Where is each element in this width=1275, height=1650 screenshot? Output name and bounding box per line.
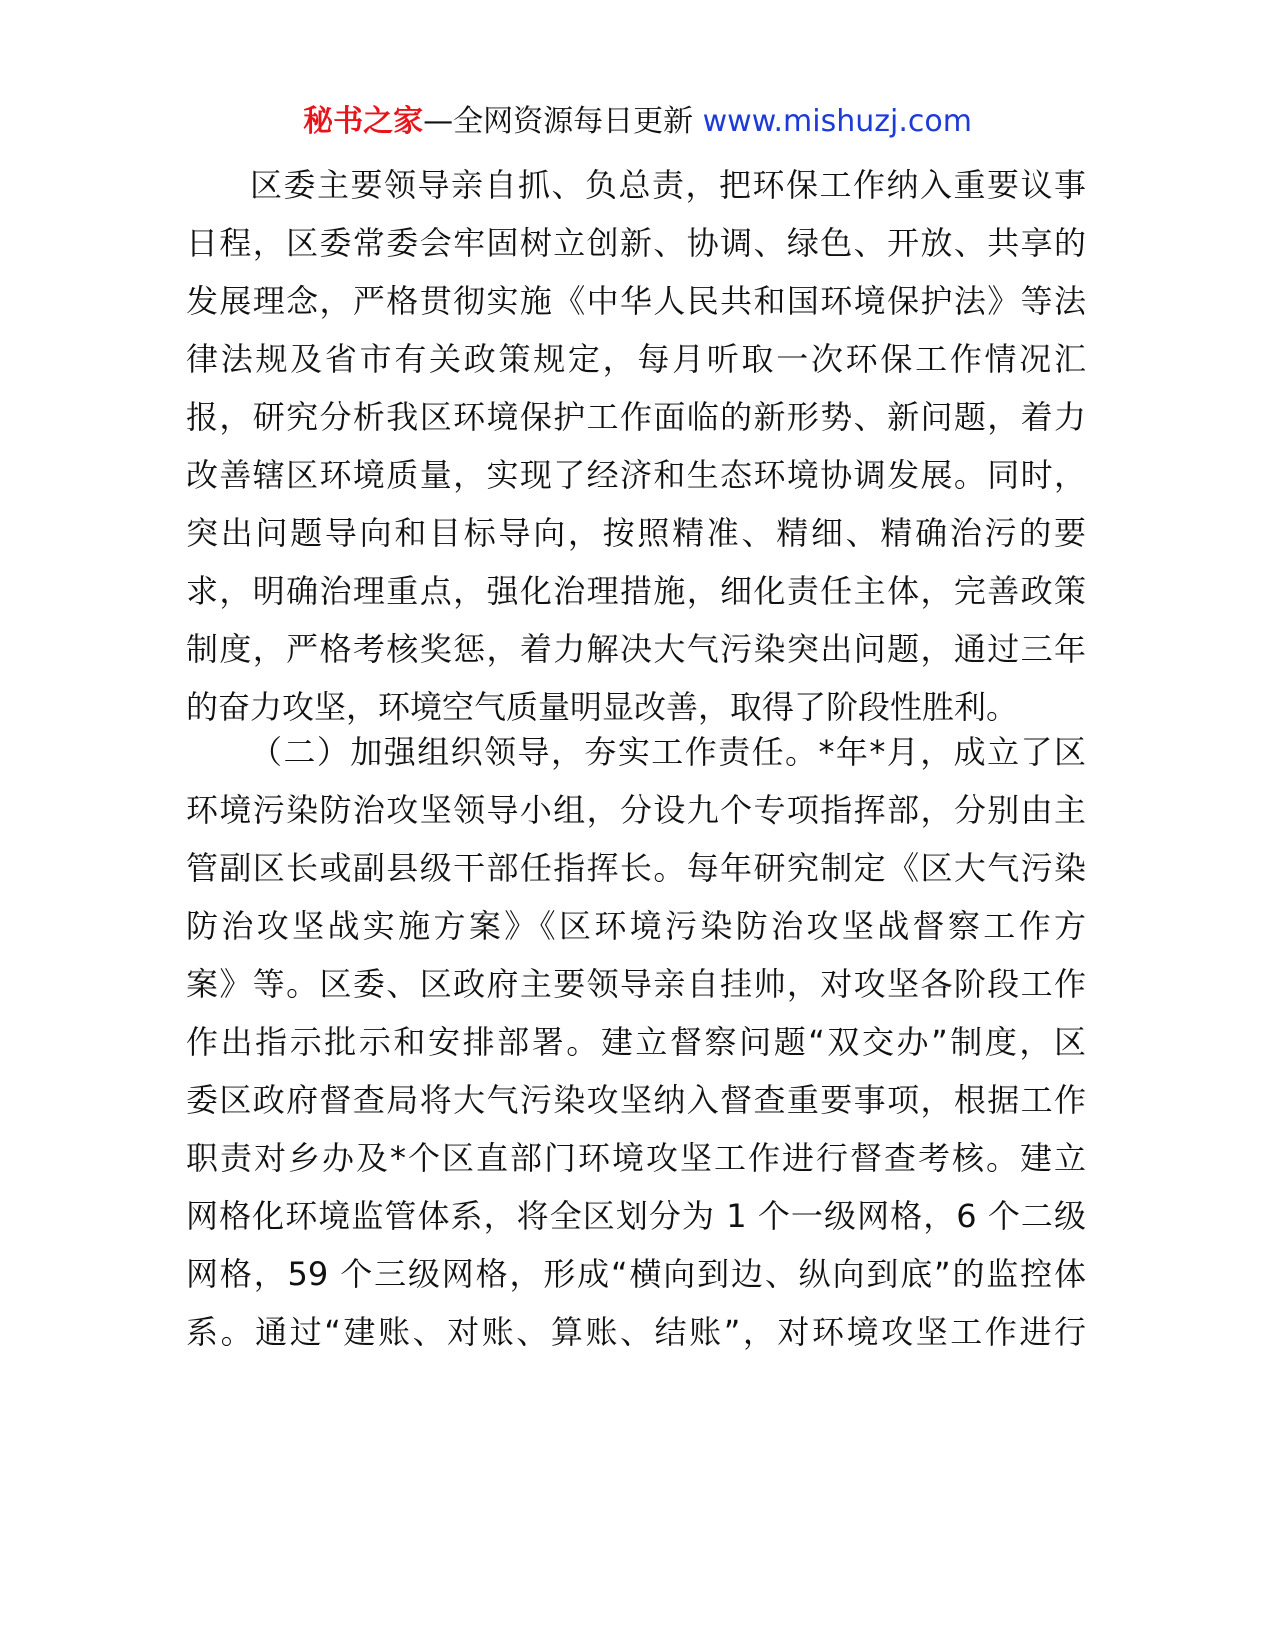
text-line: 日程，区委常委会牢固树立创新、协调、绿色、开放、共享的	[186, 224, 1086, 262]
text-line: 发展理念，严格贯彻实施《中华人民共和国环境保护法》等法	[186, 282, 1086, 320]
page-header	[0, 100, 1275, 144]
text-line: 管副区长或副县级干部任指挥长。每年研究制定《区大气污染	[186, 849, 1086, 887]
header-url[interactable]: www.mishuzj.com	[702, 104, 972, 139]
paragraph-2	[186, 723, 1086, 1361]
text-line: 求，明确治理重点，强化治理措施，细化责任主体，完善政策	[186, 572, 1086, 610]
text-line: （二）加强组织领导，夯实工作责任。*年*月，成立了区	[250, 733, 1086, 771]
text-line: 突出问题导向和目标导向，按照精准、精细、精确治污的要	[186, 514, 1086, 552]
text-line: 委区政府督查局将大气污染攻坚纳入督查重要事项，根据工作	[186, 1081, 1086, 1119]
text-line: 报，研究分析我区环境保护工作面临的新形势、新问题，着力	[186, 398, 1086, 436]
text-line: 环境污染防治攻坚领导小组，分设九个专项指挥部，分别由主	[186, 791, 1086, 829]
text-line: 作出指示批示和安排部署。建立督察问题“双交办”制度，区	[186, 1023, 1086, 1061]
text-line: 网格化环境监管体系，将全区划分为 1 个一级网格，6 个二级	[186, 1197, 1086, 1235]
header-brand: 秘书之家	[303, 104, 424, 139]
text-line: 防治攻坚战实施方案》《区环境污染防治攻坚战督察工作方	[186, 907, 1086, 945]
text-line: 区委主要领导亲自抓、负总责，把环保工作纳入重要议事	[250, 166, 1086, 204]
header-slogan: —全网资源每日更新	[423, 104, 703, 139]
paragraph-1	[186, 156, 1086, 736]
text-line: 系。通过“建账、对账、算账、结账”，对环境攻坚工作进行	[186, 1313, 1086, 1351]
text-line: 律法规及省市有关政策规定，每月听取一次环保工作情况汇	[186, 340, 1086, 378]
text-line: 的奋力攻坚，环境空气质量明显改善，取得了阶段性胜利。	[186, 688, 1019, 726]
text-line: 制度，严格考核奖惩，着力解决大气污染突出问题，通过三年	[186, 630, 1086, 668]
text-line: 改善辖区环境质量，实现了经济和生态环境协调发展。同时，	[186, 456, 1086, 494]
text-line: 网格，59 个三级网格，形成“横向到边、纵向到底”的监控体	[186, 1255, 1086, 1293]
text-line: 职责对乡办及*个区直部门环境攻坚工作进行督查考核。建立	[186, 1139, 1086, 1177]
text-line: 案》等。区委、区政府主要领导亲自挂帅，对攻坚各阶段工作	[186, 965, 1086, 1003]
